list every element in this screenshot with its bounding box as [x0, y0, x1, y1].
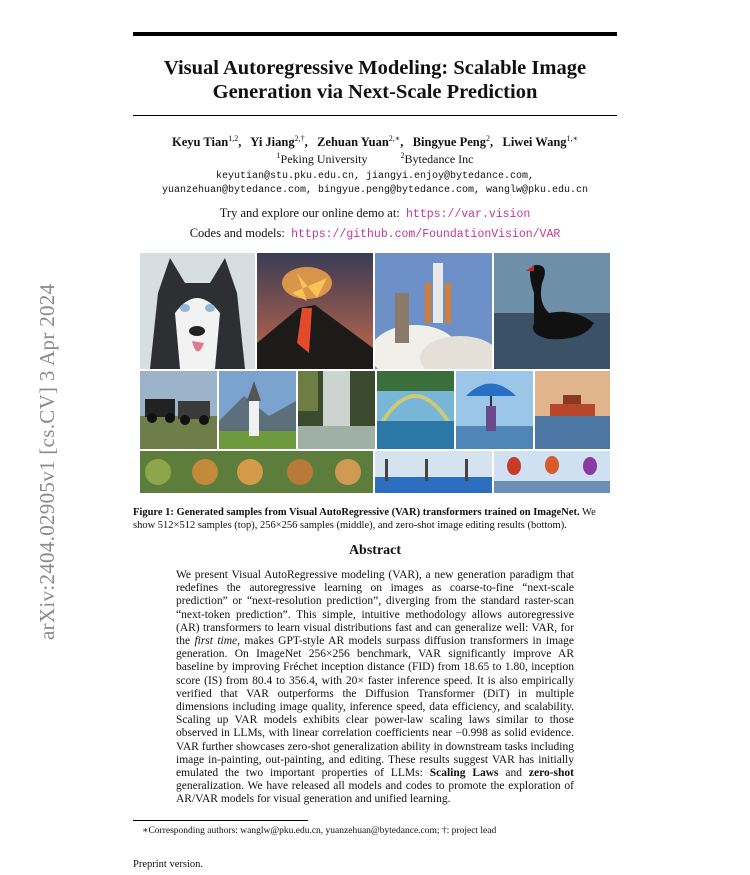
figure-caption — [133, 506, 617, 532]
abstract-body: We present Visual AutoRegressive modeling (VAR), a new generation paradigm that redefines the autoregressive learning on images as coarse-to-fine “next-scale prediction” or “next-resolution prediction”, diverging from the standard raster-scan “next-token prediction”. This simple, intuitive methodology allows autoregressive (AR) transformers to learn visual distributions fast and can generalize well: VAR, for the first time, makes GPT-style AR models surpass diffusion transformers in image generation. On ImageNet 256×256 benchmark, VAR significantly improve AR baseline by improving Fréchet inception distance (FID) from 18.65 to 1.80, inception score (IS) from 80.4 to 356.4, with 20× faster inference speed. It is also empirically verified that VAR outperforms the Diffusion Transformer (DiT) in multiple dimensions including image quality, inference speed, data efficiency, and scalability. Scaling up VAR models exhibits clear power-law scaling laws similar to those observed in LLMs, with linear correlation coefficients near −0.998 as solid evidence. VAR further showcases zero-shot generalization ability in downstream tasks including image in-painting, out-painting, and editing. These results suggest VAR has initially emulated the two important properties of LLMs: Scaling Laws and zero-shot generalization. We have released all models and codes to promote the exploration of AR/VAR models for visual generation and unified learning. — [176, 569, 575, 806]
arxiv-stamp: arXiv:2404.02905v1 [cs.CV] 3 Apr 2024 — [35, 283, 59, 640]
author: Zehuan Yuan$^{2,∗}$ — [317, 134, 401, 150]
author: Yi Jiang$^{2,\dagger}$ — [250, 134, 305, 150]
caption-bold: Figure 1: Generated samples from Visual AutoRegressive (VAR) transformers trained on ImageNet. — [133, 507, 580, 518]
title-line-1: Visual Autoregressive Modeling: Scalable Image — [163, 57, 587, 79]
paper-title — [133, 56, 617, 104]
demo-link[interactable]: https://var.vision — [406, 208, 531, 221]
sample-outpainting-sea — [375, 451, 492, 493]
sample-volcano — [257, 253, 373, 369]
sample-waterfall — [298, 371, 375, 449]
sample-rainbow-lake — [377, 371, 454, 449]
figure-1-image-grid — [140, 253, 610, 493]
title-top-rule — [133, 32, 617, 36]
sample-inpainting-dogs — [140, 451, 373, 493]
caption-rest: We show 512×512 samples (top), 256×256 samples (middle), and zero-shot image editing results (bottom). — [133, 507, 596, 531]
code-label: Codes and models: — [189, 226, 285, 240]
sample-space-shuttle — [375, 253, 492, 369]
sample-sunset-ship — [535, 371, 610, 449]
affiliations: $^1$Peking University $^2$Bytedance Inc — [276, 151, 474, 166]
author: Liwei Wang$^{1,∗}$ — [502, 134, 578, 150]
demo-line — [133, 204, 617, 224]
author-emails — [133, 170, 617, 198]
emails-line-2: yuanzehuan@bytedance.com, bingyue.peng@bytedance.com, wanglw@pku.edu.cn — [161, 185, 589, 196]
sample-umbrella-beach — [456, 371, 533, 449]
demo-label: Try and explore our online demo at: — [219, 206, 400, 220]
code-line — [133, 224, 617, 244]
emails-line-1: keyutian@stu.pku.edu.cn, jiangyi.enjoy@bytedance.com, — [215, 171, 535, 182]
code-link[interactable]: https://github.com/FoundationVision/VAR — [291, 228, 561, 241]
title-line-2: Generation via Next-Scale Prediction — [212, 81, 538, 103]
preprint-note: Preprint version. — [133, 859, 203, 870]
author-list: Keyu Tian$^{1,2}$, Yi Jiang$^{2,\dagger}$, Zehuan Yuan$^{2,∗}$, Bingyue Peng$^2$, Liwei Wang$^{1,∗}$ — [172, 134, 578, 150]
abstract-heading: Abstract — [348, 543, 402, 558]
sample-rally-cars — [140, 371, 217, 449]
sample-church — [219, 371, 296, 449]
sample-husky — [140, 253, 255, 369]
footnote: ∗Corresponding authors: wanglw@pku.edu.cn, yuanzehuan@bytedance.com; †: project lead — [142, 826, 497, 836]
links-block — [133, 204, 617, 244]
title-bottom-rule — [133, 115, 617, 116]
sample-black-swan — [494, 253, 610, 369]
author: Bingyue Peng$^2$ — [412, 134, 490, 150]
author: Keyu Tian$^{1,2}$ — [172, 134, 239, 150]
sample-editing-balloons — [494, 451, 610, 493]
footnote-rule — [133, 820, 308, 821]
